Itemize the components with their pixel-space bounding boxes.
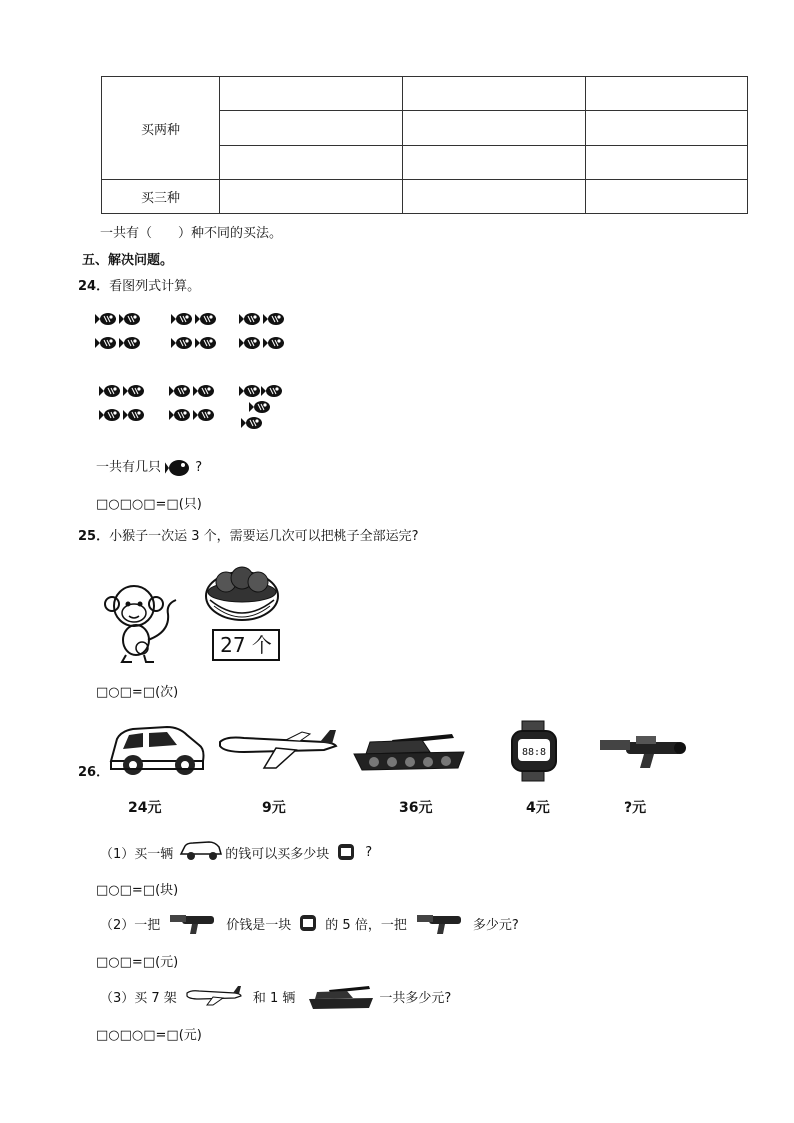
purchase-table [101,76,748,214]
water-gun-image [596,732,688,772]
fish-group-5 [169,385,214,421]
table-cell [403,146,586,180]
watch-image [504,719,564,783]
tank-small-icon [307,982,377,1010]
fish-group-3 [239,313,284,349]
peach-count-box: 27 个 [212,629,280,661]
q24-question [96,456,202,479]
q26-sub3-middle: 和 1 辆 [252,990,296,1006]
q24-question-suffix: ? [195,460,203,475]
q25-number: 25． [78,529,110,544]
count-line: 一共有（ ）种不同的买法。 [100,226,283,241]
peach-basket-image [202,556,284,624]
q24-question-prefix: 一共有几只 [96,460,162,475]
table-cell [586,111,748,146]
table-cell [220,180,403,214]
table-cell [220,111,403,146]
price-water-gun: ?元 [624,800,647,816]
price-watch: 4元 [526,800,550,816]
section-title: 五、解决问题。 [82,253,174,268]
car-image [107,721,207,785]
car-small-icon [179,840,223,864]
q26-sub3 [100,982,451,1010]
price-tank: 36元 [399,800,433,816]
table-cell [586,77,748,111]
tank-image [352,722,470,774]
q26-sub1-prefix: （1）买一辆 [100,846,174,862]
table-cell [403,111,586,146]
q26-sub2-prefix: （2）一把 [100,917,161,933]
fish-group-4 [99,385,144,421]
fish-groups-image [94,308,294,433]
q26-sub1-suffix: ? [365,844,373,860]
q26-sub3-formula: □○□○□=□(元) [96,1028,202,1043]
fish-group-6 [239,385,282,429]
q26-sub2-middle2: 的 5 倍，一把 [325,917,407,933]
table-cell [586,180,748,214]
fish-icon [165,457,191,479]
q24-number: 24． [78,279,110,294]
q25-title [78,525,419,544]
q26-sub2-formula: □○□=□(元) [96,955,179,970]
table-cell [403,180,586,214]
watch-small-icon [335,840,357,864]
table-cell [586,146,748,180]
water-gun-small-icon [168,910,216,936]
q25-text: 小猴子一次运 3 个，需要运几次可以把桃子全部运完? [109,529,419,544]
row-label-three-kinds: 买三种 [102,180,220,214]
q26-number: 26． [78,765,110,780]
q26-sub2-middle1: 价钱是一块 [226,917,292,933]
table-cell [403,77,586,111]
price-airplane: 9元 [262,800,286,816]
q26-sub1-formula: □○□=□(块) [96,883,179,898]
water-gun-small-icon [415,910,463,936]
svg-text:88:8: 88:8 [521,747,547,758]
fish-group-1 [95,313,140,349]
q24-title [78,275,200,294]
airplane-image [216,728,342,772]
q24-text: 看图列式计算。 [109,279,201,294]
q26-sub3-suffix: 一共多少元? [379,990,452,1006]
q26-sub3-prefix: （3）买 7 架 [100,990,177,1006]
q25-formula: □○□=□(次) [96,685,179,700]
table-cell [220,77,403,111]
q24-formula: □○□○□=□(只) [96,497,202,512]
airplane-small-icon [185,985,243,1007]
price-car: 24元 [128,800,162,816]
q26-sub1-middle: 的钱可以买多少块 [225,846,330,862]
table-cell [220,146,403,180]
watch-small-icon [297,911,319,935]
q26-sub2 [100,910,519,936]
monkey-image [98,578,190,666]
fish-group-2 [171,313,216,349]
row-label-two-kinds: 买两种 [102,77,220,180]
q26-sub1 [100,840,372,864]
q26-sub2-suffix: 多少元? [472,917,519,933]
